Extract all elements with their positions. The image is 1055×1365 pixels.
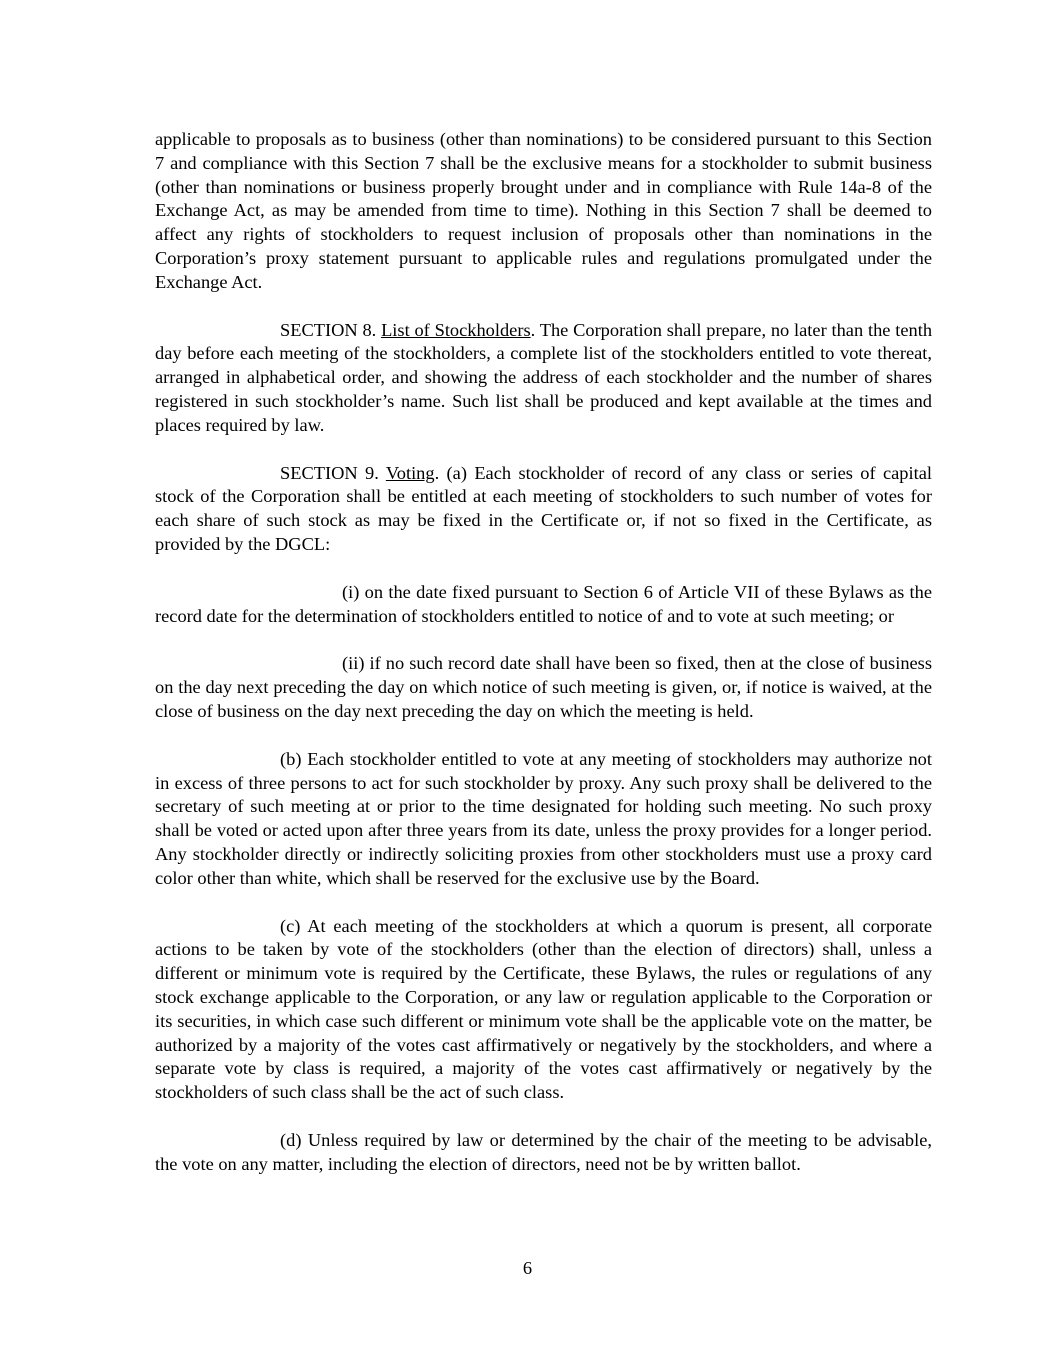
paragraph-section-9-ii: (ii) if no such record date shall have been so fixed, then at the close of business on the day next preceding the day on which notice of such meeting is given, or, if notice is waived, at the close of business on the day next preceding the day on which the meeting is held. xyxy=(155,653,932,721)
paragraph-section-9-d: (d) Unless required by law or determined by the chair of the meeting to be advisable, the vote on any matter, including the election of directors, need not be by written ballot. xyxy=(155,1129,932,1174)
document-body xyxy=(155,128,932,1200)
paragraph-section-9-c: (c) At each meeting of the stockholders at which a quorum is present, all corporate actions to be taken by vote of the stockholders (other than the election of directors) shall, unless a different or minimum vote is required by the Certificate, these Bylaws, the rules or regulations of any stock exchange applicable to the Corporation, or any law or regulation applicable to the Corporation or its securities, in which case such different or minimum vote shall be the applicable vote on the matter, be authorized by a majority of the votes cast affirmatively or negatively by the stockholders, and where a separate vote by class is required, a majority of the votes cast affirmatively or negatively by the stockholders of such class shall be the act of such class. xyxy=(155,915,932,1103)
section-8-label: SECTION 8. xyxy=(280,319,377,340)
paragraph-section-8 xyxy=(155,319,932,438)
paragraph-section-9 xyxy=(155,462,932,557)
section-9-label: SECTION 9. xyxy=(280,462,379,483)
section-9-body: . (a) Each stockholder of record of any class or series of capital stock of the Corporation shall be entitled at each meeting of stockholders to such number of votes for each share of such stock as may be fixed in the Certificate or, if not so fixed in the Certificate, as provided by the DGCL: xyxy=(155,462,932,554)
page-number: 6 xyxy=(522,1258,533,1278)
paragraph-section-9-i: (i) on the date fixed pursuant to Section 6 of Article VII of these Bylaws as the record date for the determination of stockholders entitled to notice of and to vote at such meeting; or xyxy=(155,581,932,626)
section-8-title: List of Stockholders xyxy=(381,319,531,340)
section-9-title: Voting xyxy=(385,462,435,483)
paragraph-section-7-continuation: applicable to proposals as to business (other than nominations) to be considered pursuant to this Section 7 and compliance with this Section 7 shall be the exclusive means for a stockholder to submit business (other than nominations or business properly brought under and in compliance with Rule 14a-8 of the Exchange Act, as may be amended from time to time). Nothing in this Section 7 shall be deemed to affect any rights of stockholders to request inclusion of proposals other than nominations in the Corporation’s proxy statement pursuant to applicable rules and regulations promulgated under the Exchange Act. xyxy=(155,129,932,292)
section-8-body: . The Corporation shall prepare, no later than the tenth day before each meeting of the stockholders, a complete list of the stockholders entitled to vote thereat, arranged in alphabetical order, and showing the address of each stockholder and the number of shares registered in such stockholder’s name. Such list shall be produced and kept available at the times and places required by law. xyxy=(155,319,933,435)
paragraph-section-9-b: (b) Each stockholder entitled to vote at any meeting of stockholders may authorize not in excess of three persons to act for such stockholder by proxy. Any such proxy shall be delivered to the secretary of such meeting at or prior to the time designated for holding such meeting. No such proxy shall be voted or acted upon after three years from its date, unless the proxy provides for a longer period. Any stockholder directly or indirectly soliciting proxies from other stockholders must use a proxy card color other than white, which shall be reserved for the exclusive use by the Board. xyxy=(155,748,932,888)
